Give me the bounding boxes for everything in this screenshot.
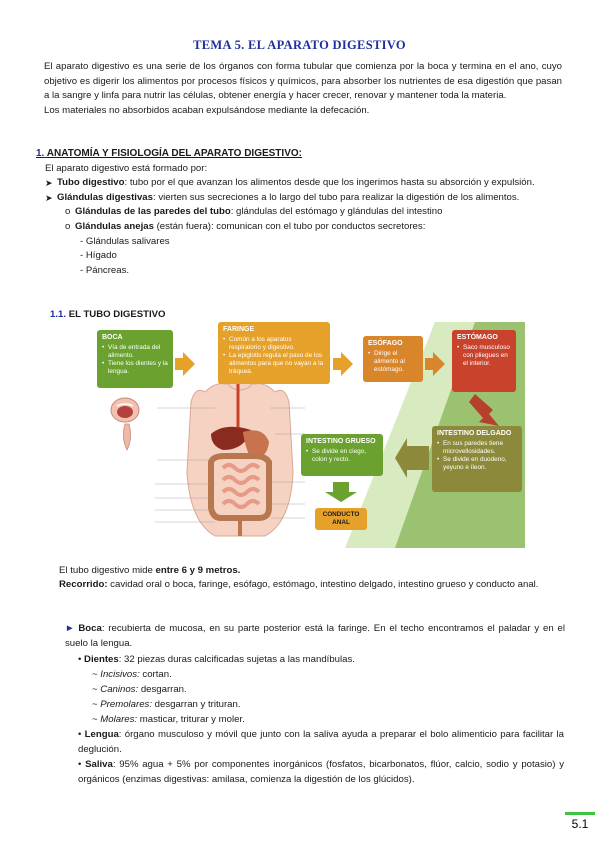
boca-item [65, 622, 565, 651]
caninos-text: desgarran. [138, 684, 187, 695]
recorrido-text: cavidad oral o boca, faringe, esófago, estómago, intestino delgado, intestino grueso y conducto anal. [107, 579, 539, 590]
incisivos-text: cortan. [139, 669, 172, 680]
triangle-bullet-icon: ► [65, 623, 75, 634]
list-item-salivares: - Glándulas salivares [80, 235, 170, 247]
lengua-text: : órgano musculoso y móvil que junto con la saliva ayuda a preparar el bolo alimenticio para facilitar la deglución. [78, 729, 564, 755]
list-item-glandulas-anejas [36, 220, 566, 235]
section-anatomia [36, 147, 566, 278]
caninos-term: Caninos: [100, 684, 139, 695]
arrow-faringe-esofago-icon [333, 352, 353, 376]
dot-bullet-icon: • [78, 654, 82, 665]
recorrido [59, 578, 564, 593]
arrow-grueso-anal-icon [325, 482, 357, 502]
dot-bullet-icon: • [78, 759, 82, 770]
boca-box-title: BOCA [102, 334, 123, 341]
intestino-grueso-box-item: • Se divide en ciego, colon y recto. [306, 448, 378, 464]
tubo-length-text: El tubo digestivo mide [59, 565, 156, 576]
intestino-grueso-box [301, 434, 383, 476]
recorrido-term: Recorrido: [59, 579, 108, 590]
arrow-bullet-icon: ➤ [45, 178, 53, 189]
intestino-delgado-box-title: INTESTINO DELGADO [437, 430, 512, 437]
tubo-length-value: entre 6 y 9 metros. [155, 565, 241, 576]
intro-paragraph-2: Los materiales no absorbidos acaban expulsándose mediante la defecación. [44, 104, 370, 116]
page-title: TEMA 5. EL APARATO DIGESTIVO [193, 38, 406, 52]
subsection-title: EL TUBO DIGESTIVO [68, 309, 166, 320]
pared-term: Glándulas de las paredes del tubo [75, 206, 231, 218]
faringe-box-item: • Común a los aparatos respiratorio y digestivo. [223, 336, 325, 352]
premolares-text: desgarran y trituran. [152, 699, 241, 710]
intestino-delgado-box-item: • Se divide en duodeno, yeyuno e íleon. [437, 456, 517, 472]
list-item-glandulas [36, 191, 566, 206]
circle-bullet-icon: o [65, 206, 71, 218]
tilde-bullet: ~ [92, 669, 101, 680]
digestive-system-figure [95, 322, 525, 548]
boca-box [97, 330, 173, 388]
tubo-term: Tubo digestivo [57, 177, 125, 189]
molares-text: masticar, triturar y moler. [137, 714, 245, 725]
conducto-anal-box-title: CONDUCTO ANAL [322, 511, 360, 526]
saliva-item [78, 758, 564, 787]
esofago-box [363, 336, 423, 382]
glandulas-text: : vierten sus secreciones a lo largo del tubo para realizar la digestión de los alimentos. [152, 191, 520, 203]
intro-paragraph-1: El aparato digestivo es una serie de los órganos con forma tubular que comienza por la boca y termina en el ano, cuyo objetivo es digerir los alimentos por procesos físicos y químicos, para absorber los nutrientes de esa digestión que pasan a la sangre y linfa para nutrir las células, obtener energía y hacer crecer, renovar y mantener toda la materia. [44, 61, 562, 102]
estomago-box [452, 330, 516, 392]
intestino-delgado-box [432, 426, 522, 492]
dientes-term: Dientes [84, 654, 119, 665]
pared-text: : glándulas del estómago y glándulas del intestino [230, 206, 443, 218]
glandulas-term: Glándulas digestivas [57, 191, 153, 203]
intestino-grueso-box-title: INTESTINO GRUESO [306, 438, 376, 445]
faringe-box [218, 322, 330, 384]
circle-bullet-icon: o [65, 220, 71, 232]
list-item-glandulas-pared [36, 205, 566, 220]
section-heading [36, 147, 566, 162]
subsection-number: 1.1. [50, 309, 67, 320]
incisivos-term: Incisivos: [100, 669, 140, 680]
faringe-box-item: • La epiglotis regula el paso de los alimentos para que no vayan a la tráquea. [223, 352, 325, 376]
estomago-box-item: • Saco musculoso con pliegues en el interior. [457, 344, 511, 368]
boca-box-item: • Tiene los dientes y la lengua. [102, 360, 168, 376]
mouth-cavity [117, 406, 133, 418]
list-item-pancreas: - Páncreas. [80, 264, 130, 276]
dientes-item [78, 653, 564, 668]
tilde-bullet: ~ [92, 684, 101, 695]
saliva-text: : 95% agua + 5% por componentes inorgánicos (fosfatos, bicarbonatos, flúor, calcio, sodio y potasio) y orgánicos (enzimas digestivas: amilasa, comienza la digestión de los glúcidos). [78, 759, 564, 785]
section-lead: El aparato digestivo está formado por: [45, 162, 208, 174]
tubo-length [59, 564, 564, 579]
faringe-box-title: FARINGE [223, 326, 255, 333]
tilde-bullet: ~ [92, 699, 101, 710]
molares-term: Molares: [100, 714, 138, 725]
throat-illustration [123, 424, 130, 450]
boca-text: : recubierta de mucosa, en su parte posterior está la faringe. En el techo encontramos el paladar y en el suelo la lengua. [65, 623, 565, 649]
tubo-text: : tubo por el que avanzan los alimentos desde que los ingerimos hasta su absorción y expulsión. [124, 177, 535, 189]
caninos-item [92, 683, 187, 698]
esofago-box-item: • Dirige el alimento al estómago. [368, 350, 418, 374]
anejas-text: (están fuera): comunican con el tubo por conductos secretores: [153, 220, 426, 232]
esofago-box-title: ESÓFAGO [368, 340, 403, 347]
dientes-text: : 32 piezas duras calcificadas sujetas a las mandíbulas. [118, 654, 355, 665]
intro [44, 60, 562, 118]
section-title: ANATOMÍA Y FISIOLOGÍA DEL APARATO DIGESTIVO: [46, 148, 302, 159]
premolares-term: Premolares: [100, 699, 152, 710]
incisivos-item [92, 668, 172, 683]
intestino-delgado-box-item: • En sus paredes tiene microvellosidades. [437, 440, 517, 456]
anejas-term: Glándulas anejas [75, 220, 154, 232]
lengua-term: Lengua [84, 729, 119, 740]
lengua-item [78, 728, 564, 757]
estomago-box-title: ESTÓMAGO [457, 334, 498, 341]
list-item-higado: - Hígado [80, 250, 117, 262]
premolares-item [92, 698, 241, 713]
molares-item [92, 713, 245, 728]
dot-bullet-icon: • [78, 729, 82, 740]
list-item-tubo [36, 176, 566, 191]
tilde-bullet: ~ [92, 714, 101, 725]
saliva-term: Saliva [85, 759, 113, 770]
page-number: 5.1 [565, 812, 595, 832]
section-number: 1. [36, 148, 45, 159]
subsection-heading [50, 308, 166, 323]
boca-box-item: • Vía de entrada del alimento. [102, 344, 168, 360]
conducto-anal-box [315, 508, 367, 530]
arrow-bullet-icon: ➤ [45, 192, 53, 203]
arrow-boca-faringe-icon [175, 352, 195, 376]
boca-term: Boca [78, 623, 102, 634]
